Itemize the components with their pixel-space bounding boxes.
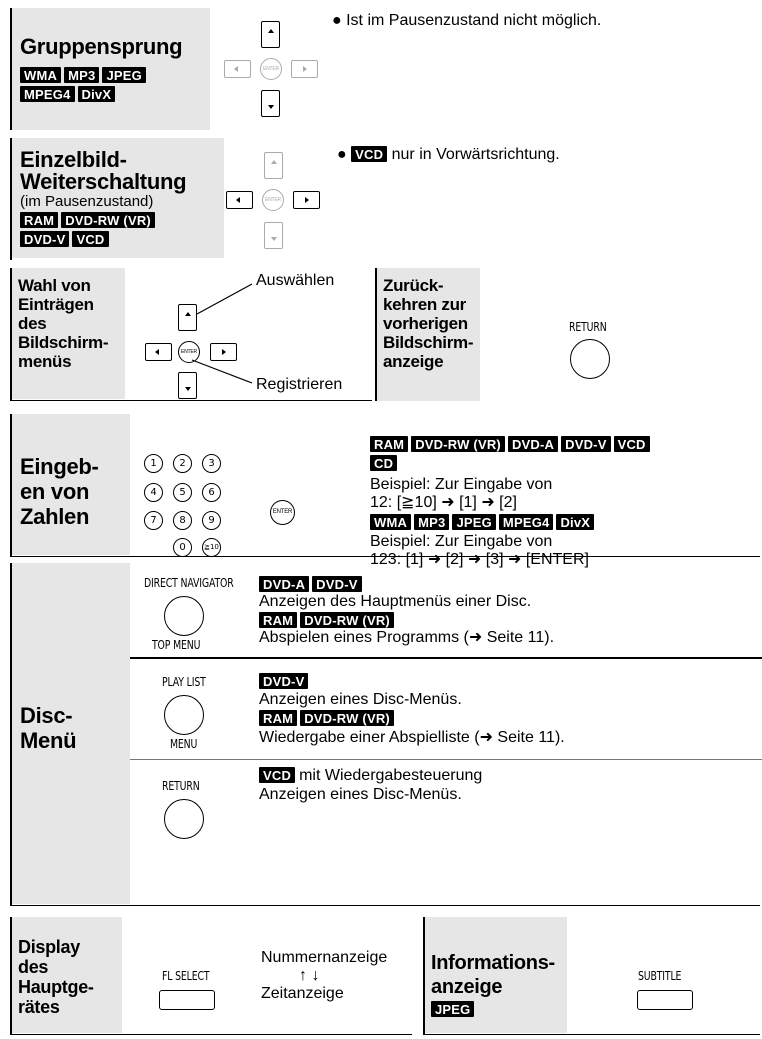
up-arrow-icon	[268, 29, 274, 33]
format-badges-2	[370, 514, 760, 533]
note-text: ● Ist im Pausenzustand nicht möglich.	[332, 12, 602, 29]
badge-dvd-v: DVD-V	[312, 576, 361, 592]
mode-arrows: ↑ ↓	[299, 967, 320, 984]
badge-divx: DivX	[556, 514, 594, 530]
key-2[interactable]: 2	[173, 454, 192, 473]
return-label: RETURN	[162, 779, 200, 793]
subtitle-label: SUBTITLE	[638, 969, 682, 983]
badge-wma: WMA	[370, 514, 411, 530]
key-10-plus[interactable]: ≧10	[202, 538, 221, 557]
badge-ram: RAM	[370, 436, 408, 452]
sec2-badges-b	[259, 710, 397, 729]
badge-mp3: MP3	[414, 514, 449, 530]
row-disc-menu	[10, 563, 760, 906]
sec2-badges-a	[259, 673, 311, 692]
badge-dvd-rw-vr: DVD-RW (VR)	[411, 436, 505, 452]
title-line: Eingeb-	[20, 454, 99, 479]
badge-dvd-rw-vr: DVD-RW (VR)	[61, 212, 155, 228]
left-arrow-icon	[234, 66, 238, 72]
badge-divx: DivX	[78, 86, 116, 102]
right-arrow-icon	[303, 66, 307, 72]
badge-jpeg: JPEG	[452, 514, 495, 530]
select-label: Auswählen	[256, 272, 335, 289]
title-line: kehren zur	[383, 295, 466, 314]
right-arrow-icon	[305, 197, 309, 203]
menu-label: MENU	[170, 737, 198, 751]
badge-mpeg4: MPEG4	[499, 514, 554, 530]
key-8[interactable]: 8	[173, 511, 192, 530]
badge-ram: RAM	[20, 212, 58, 228]
badge-dvd-rw-vr: DVD-RW (VR)	[300, 710, 394, 726]
title-line: Bildschirm-	[383, 333, 474, 352]
play-list-label: PLAY LIST	[162, 675, 206, 689]
row-subtitle: (im Pausenzustand)	[20, 193, 154, 210]
badge-ram: RAM	[259, 710, 297, 726]
format-badges	[431, 1001, 477, 1020]
example-1	[370, 476, 552, 512]
sec3-text-a: mit Wiedergabesteuerung	[299, 767, 483, 784]
title-line: menüs	[18, 352, 72, 371]
title-line: anzeige	[431, 976, 503, 998]
enter-key[interactable]: ENTER	[262, 189, 284, 211]
title-line: Hauptge-	[18, 977, 94, 997]
badge-dvd-rw-vr: DVD-RW (VR)	[300, 612, 394, 628]
badge-dvd-a: DVD-A	[508, 436, 558, 452]
format-badges	[20, 212, 224, 250]
title-line: Zahlen	[20, 504, 90, 529]
row-title	[383, 276, 473, 371]
row-title-line1: Einzelbild-	[20, 147, 127, 172]
key-6[interactable]: 6	[202, 483, 221, 502]
title-line: vorherigen	[383, 314, 468, 333]
register-label: Registrieren	[256, 376, 343, 393]
badge-jpeg: JPEG	[102, 67, 145, 83]
sec2-text-a: Anzeigen eines Disc-Menüs.	[259, 691, 462, 708]
badge-mpeg4: MPEG4	[20, 86, 75, 102]
up-key[interactable]	[264, 152, 283, 179]
down-key[interactable]	[264, 222, 283, 249]
title-line: Display	[18, 937, 80, 957]
key-9[interactable]: 9	[202, 511, 221, 530]
top-menu-label: TOP MENU	[152, 638, 201, 652]
fl-select-button[interactable]	[159, 990, 215, 1010]
row-title	[20, 703, 76, 753]
row-zurueck	[375, 268, 760, 401]
title-line: rätes	[18, 997, 60, 1017]
row-wahl	[10, 268, 372, 401]
menu-button[interactable]	[164, 695, 204, 735]
down-arrow-icon	[268, 105, 274, 109]
direct-navigator-label: DIRECT NAVIGATOR	[144, 576, 234, 590]
right-key[interactable]	[293, 191, 320, 209]
title-line: Wahl von	[18, 276, 91, 295]
badge-dvd-v: DVD-V	[561, 436, 610, 452]
note-text: ● VCD nur in Vorwärtsrichtung.	[337, 146, 560, 163]
fl-select-label: FL SELECT	[162, 969, 210, 983]
sec1-text-a: Anzeigen des Hauptmenüs einer Disc.	[259, 593, 532, 610]
left-key[interactable]	[226, 191, 253, 209]
example-2-line2: 123: [1] ➜ [2] ➜ [3] ➜ [ENTER]	[370, 551, 589, 568]
example-line: Beispiel: Zur Eingabe von	[370, 476, 553, 493]
title-line: des	[18, 314, 47, 333]
example-line: Beispiel: Zur Eingabe von	[370, 533, 553, 550]
badge-dvd-v: DVD-V	[259, 673, 308, 689]
key-4[interactable]: 4	[144, 483, 163, 502]
subtitle-button[interactable]	[637, 990, 693, 1010]
key-0[interactable]: 0	[173, 538, 192, 557]
top-menu-button[interactable]	[164, 596, 204, 636]
left-arrow-icon	[236, 197, 240, 203]
title-line: anzeige	[383, 352, 444, 371]
title-line: Informations-	[431, 952, 555, 974]
title-line: Menü	[20, 728, 77, 753]
note-body: nur in Vorwärtsrichtung.	[391, 146, 560, 163]
row-title	[431, 951, 555, 999]
row-eingeben	[10, 414, 760, 568]
key-3[interactable]: 3	[202, 454, 221, 473]
format-badges-1	[370, 436, 760, 474]
badge-jpeg: JPEG	[431, 1001, 474, 1017]
down-arrow-icon	[271, 237, 277, 241]
mode-top-label: Nummernanzeige	[261, 949, 388, 966]
return-button[interactable]	[164, 799, 204, 839]
return-label: RETURN	[569, 320, 607, 334]
badge-dvd-a: DVD-A	[259, 576, 309, 592]
row-title-line2: Weiterschaltung	[20, 169, 187, 194]
left-key[interactable]	[224, 60, 251, 78]
row-gruppensprung	[10, 8, 760, 130]
sec2-text-b: Wiedergabe einer Abspielliste (➜ Seite 11).	[259, 729, 565, 746]
up-arrow-icon	[271, 160, 277, 164]
title-line: Zurück-	[383, 276, 444, 295]
badge-ram: RAM	[259, 612, 297, 628]
badge-wma: WMA	[20, 67, 61, 83]
badge-mp3: MP3	[64, 67, 99, 83]
mode-bottom-label: Zeitanzeige	[261, 985, 344, 1002]
title-line: Einträgen	[18, 295, 94, 314]
divider	[130, 759, 762, 760]
row-display	[10, 917, 412, 1035]
right-key[interactable]	[291, 60, 318, 78]
badge-dvd-v: DVD-V	[20, 231, 69, 247]
badge-vcd: VCD	[259, 767, 295, 783]
title-line: des	[18, 957, 49, 977]
row-info	[423, 917, 760, 1035]
key-1[interactable]: 1	[144, 454, 163, 473]
title-line: Bildschirm-	[18, 333, 109, 352]
sec3-text-b: Anzeigen eines Disc-Menüs.	[259, 786, 462, 803]
format-badges	[20, 67, 210, 105]
row-einzelbild	[10, 138, 760, 260]
badge-vcd: VCD	[614, 436, 650, 452]
enter-key[interactable]: ENTER	[260, 58, 282, 80]
enter-key[interactable]: ENTER	[270, 500, 295, 525]
badge-cd: CD	[370, 455, 397, 471]
key-7[interactable]: 7	[144, 511, 163, 530]
enter-key[interactable]: ENTER	[178, 341, 200, 363]
divider	[130, 657, 762, 659]
down-key[interactable]	[261, 90, 280, 117]
sec1-text-b: Abspielen eines Programms (➜ Seite 11).	[259, 629, 555, 646]
row-title	[18, 937, 94, 1017]
title-line: en von	[20, 479, 90, 504]
row-title	[20, 454, 99, 529]
sec3-line-a	[259, 767, 482, 785]
title-line: Disc-	[20, 703, 73, 728]
up-key[interactable]	[261, 21, 280, 48]
row-title: Gruppensprung	[20, 34, 183, 59]
badge-vcd: VCD	[351, 146, 387, 162]
example-line: 12: [≧10] ➜ [1] ➜ [2]	[370, 494, 517, 511]
badge-vcd: VCD	[72, 231, 108, 247]
return-button[interactable]	[570, 339, 610, 379]
key-5[interactable]: 5	[173, 483, 192, 502]
